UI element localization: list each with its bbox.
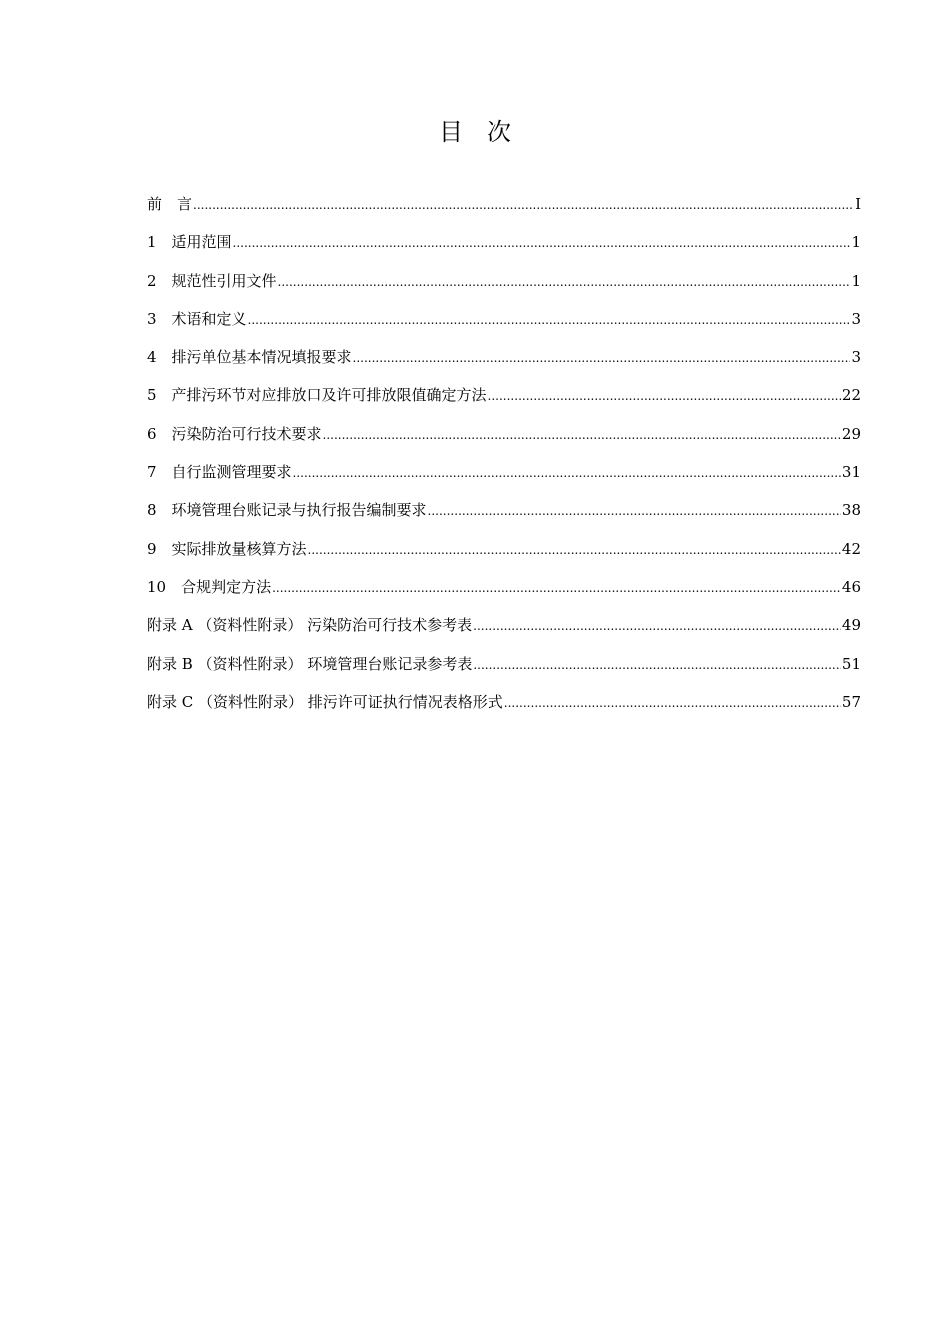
toc-leader-dots [233, 232, 851, 254]
toc-entry[interactable] [147, 346, 861, 384]
toc-leader-dots [488, 385, 841, 407]
toc-entry-page: 51 [841, 654, 861, 673]
toc-entry[interactable] [147, 423, 861, 461]
toc-leader-dots [308, 539, 841, 561]
toc-entry-label: 附录 A （资料性附录） 污染防治可行技术参考表 [147, 616, 473, 635]
toc-entry[interactable] [147, 461, 861, 499]
toc-entry[interactable] [147, 614, 861, 652]
toc-leader-dots [278, 271, 851, 293]
toc-entry-page: 29 [841, 424, 861, 443]
toc-entry[interactable] [147, 576, 861, 614]
toc-entry-page: 46 [841, 577, 861, 596]
toc-entry-label: 附录 B （资料性附录） 环境管理台账记录参考表 [147, 654, 473, 673]
toc-entry-label: 3 术语和定义 [147, 309, 247, 328]
toc-entry-label: 7 自行监测管理要求 [147, 463, 292, 482]
toc-title: 目 次 [439, 118, 511, 146]
toc-entry[interactable] [147, 691, 861, 729]
toc-entry[interactable] [147, 384, 861, 422]
toc-entry-label: 前 言 [147, 195, 193, 213]
toc-entry-label: 2 规范性引用文件 [147, 271, 277, 290]
toc-entry[interactable] [147, 653, 861, 691]
toc-leader-dots [504, 692, 841, 714]
toc-entry-label: 9 实际排放量核算方法 [147, 539, 307, 558]
toc-entry-page: 42 [841, 539, 861, 558]
toc-entry-page: 1 [851, 271, 861, 290]
toc-leader-dots [473, 615, 841, 637]
toc-leader-dots [473, 654, 841, 676]
toc-entry[interactable] [147, 231, 861, 269]
toc-entry-page: 3 [851, 348, 861, 367]
toc-entry-label: 5 产排污环节对应排放口及许可排放限值确定方法 [147, 386, 487, 405]
toc-entry[interactable] [147, 193, 861, 231]
toc-entry-page: 1 [851, 233, 861, 252]
toc-entry-page: 3 [851, 309, 861, 328]
toc-entry-label: 4 排污单位基本情况填报要求 [147, 348, 352, 367]
toc-entry[interactable] [147, 538, 861, 576]
toc-entry-page: 31 [841, 463, 861, 482]
toc-entry-label: 8 环境管理台账记录与执行报告编制要求 [147, 501, 427, 520]
toc-entry-page: 38 [841, 501, 861, 520]
toc-leader-dots [353, 347, 851, 369]
toc-entry[interactable] [147, 270, 861, 308]
toc-entry[interactable] [147, 308, 861, 346]
toc-leader-dots [293, 462, 841, 484]
toc-entry-label: 1 适用范围 [147, 233, 232, 252]
toc-entry-page: I [855, 195, 861, 213]
toc-entry-page: 22 [841, 386, 861, 405]
toc-leader-dots [248, 309, 851, 331]
toc-entry-page: 57 [841, 692, 861, 711]
toc-leader-dots [272, 577, 841, 599]
toc-entry-page: 49 [841, 616, 861, 635]
toc-list [147, 193, 861, 729]
toc-entry-label: 6 污染防治可行技术要求 [147, 424, 322, 443]
toc-entry-label: 10 合规判定方法 [147, 577, 272, 596]
toc-entry-label: 附录 C （资料性附录） 排污许可证执行情况表格形式 [147, 692, 503, 711]
toc-leader-dots [323, 424, 841, 446]
toc-entry[interactable] [147, 499, 861, 537]
toc-leader-dots [428, 500, 841, 522]
toc-leader-dots [193, 194, 854, 216]
